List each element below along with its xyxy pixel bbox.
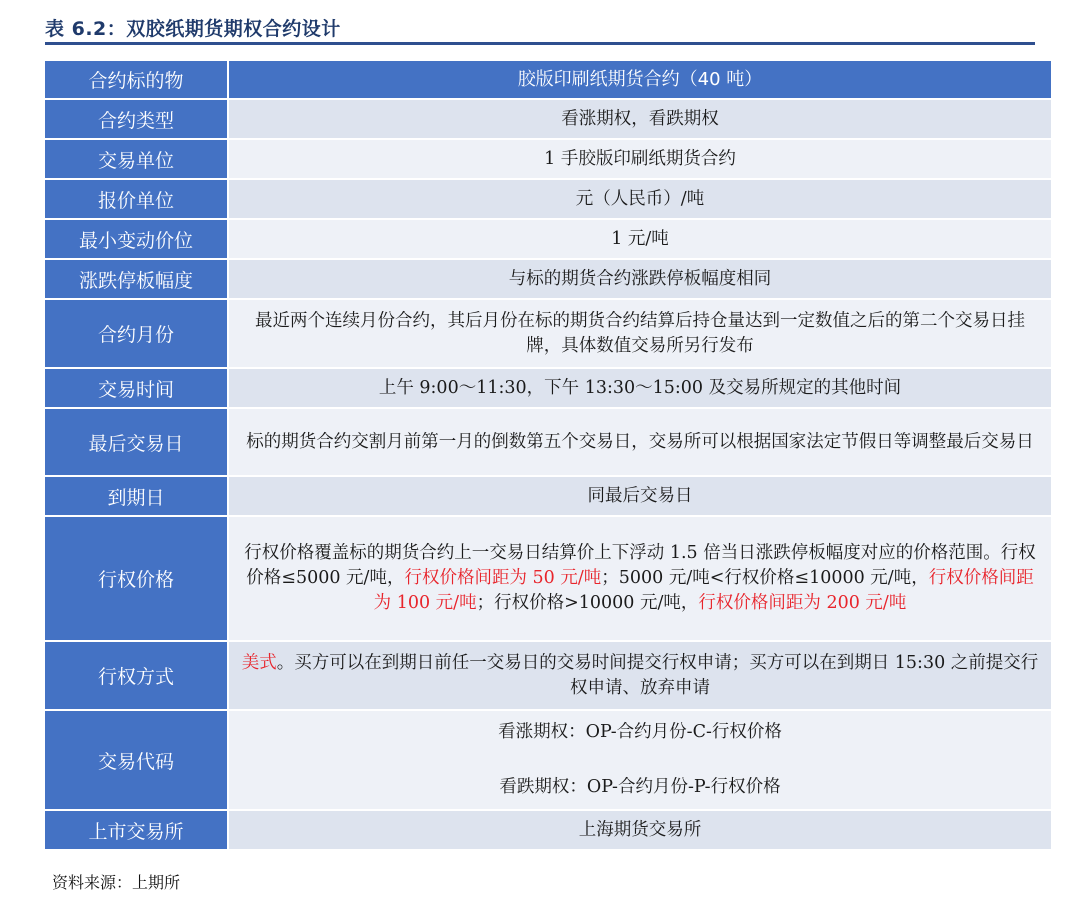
row-value — [229, 642, 1051, 711]
source-note: 资料来源：上期所 — [52, 873, 181, 892]
table-row — [45, 642, 1051, 711]
strike-interval-highlight: 行权价格间距为 50 元/吨 — [404, 568, 602, 588]
table-row — [45, 260, 1051, 300]
row-label: 交易单位 — [45, 140, 229, 180]
row-label: 合约月份 — [45, 300, 229, 369]
page-title: 表 6.2：双胶纸期货期权合约设计 — [45, 18, 341, 40]
row-value: 1 手胶版印刷纸期货合约 — [229, 140, 1051, 180]
strike-text: ；行权价格>10000 元/吨， — [476, 593, 699, 613]
put-option-code: 看跌期权：OP-合约月份-P-行权价格 — [499, 777, 781, 797]
row-label: 合约类型 — [45, 100, 229, 140]
table-row — [45, 61, 1051, 100]
row-label: 到期日 — [45, 477, 229, 517]
row-value — [229, 711, 1051, 811]
call-option-code: 看涨期权：OP-合约月份-C-行权价格 — [498, 722, 782, 742]
row-label: 涨跌停板幅度 — [45, 260, 229, 300]
row-value: 标的期货合约交割月前第一月的倒数第五个交易日，交易所可以根据国家法定节假日等调整最后交易日 — [229, 409, 1051, 477]
row-value: 与标的期货合约涨跌停板幅度相同 — [229, 260, 1051, 300]
table-row — [45, 517, 1051, 642]
exercise-text: 。买方可以在到期日前任一交易日的交易时间提交行权申请；买方可以在到期日 15:30 之前提交行权申请、放弃申请 — [276, 652, 1039, 698]
table-row — [45, 409, 1051, 477]
strike-interval-highlight: 行权价格间距为 100 元/吨 — [373, 568, 1034, 613]
table-row — [45, 811, 1051, 851]
contract-spec-table — [45, 61, 1051, 851]
table-row — [45, 140, 1051, 180]
row-label: 行权价格 — [45, 517, 229, 642]
row-label: 交易代码 — [45, 711, 229, 811]
row-label: 合约标的物 — [45, 61, 229, 100]
row-label: 报价单位 — [45, 180, 229, 220]
row-value: 同最后交易日 — [229, 477, 1051, 517]
strike-text: ；5000 元/吨<行权价格≤10000 元/吨， — [601, 568, 929, 588]
row-label: 最小变动价位 — [45, 220, 229, 260]
title-divider — [45, 42, 1035, 45]
row-value — [229, 517, 1051, 642]
row-value: 1 元/吨 — [229, 220, 1051, 260]
row-value: 最近两个连续月份合约，其后月份在标的期货合约结算后持仓量达到一定数值之后的第二个交易日挂牌，具体数值交易所另行发布 — [229, 300, 1051, 369]
row-label: 上市交易所 — [45, 811, 229, 851]
table-row — [45, 300, 1051, 369]
row-value: 上午 9:00～11:30，下午 13:30～15:00 及交易所规定的其他时间 — [229, 369, 1051, 409]
row-label: 最后交易日 — [45, 409, 229, 477]
table-row — [45, 180, 1051, 220]
table-row — [45, 220, 1051, 260]
exercise-style-highlight: 美式 — [241, 652, 277, 673]
strike-text: 行权价格覆盖标的期货合约上一交易日结算价上下浮动 1.5 倍当日涨跌停板幅度对应的价格范围。行权价格≤5000 元/吨， — [244, 543, 1036, 588]
row-value: 元（人民币）/吨 — [229, 180, 1051, 220]
table-row — [45, 711, 1051, 811]
row-value: 上海期货交易所 — [229, 811, 1051, 851]
code-spacer — [239, 745, 1041, 775]
strike-interval-highlight: 行权价格间距为 200 元/吨 — [698, 593, 907, 613]
row-value: 胶版印刷纸期货合约（40 吨） — [229, 61, 1051, 100]
table-row — [45, 477, 1051, 517]
row-label: 交易时间 — [45, 369, 229, 409]
table-row — [45, 100, 1051, 140]
table-row — [45, 369, 1051, 409]
row-label: 行权方式 — [45, 642, 229, 711]
row-value: 看涨期权，看跌期权 — [229, 100, 1051, 140]
